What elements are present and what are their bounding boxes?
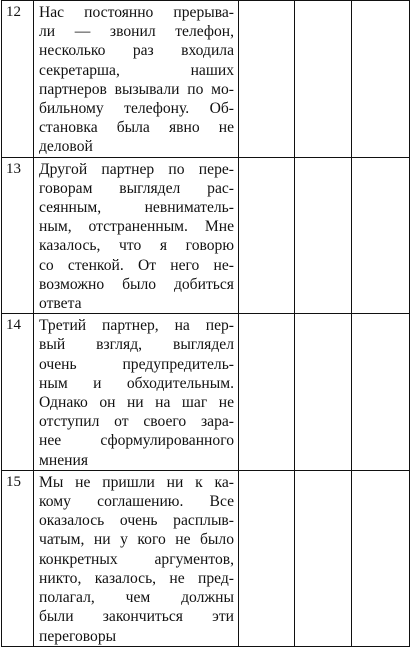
statement-line: переговоры: [39, 627, 117, 645]
statement-line: Другой партнер по пере-: [39, 160, 234, 178]
statement-line: со стенкой. От него не-: [39, 256, 234, 274]
statement-line: были закончиться эти: [39, 608, 234, 626]
row-number: 13: [2, 157, 34, 314]
statement-line: конкретных аргументов,: [39, 550, 234, 568]
statement-line: ным, отстраненным. Мне: [39, 218, 234, 236]
statement-line: Нас постоянно прерыва-: [39, 4, 234, 21]
statement-line: бильному телефону. Об-: [39, 100, 234, 118]
statement-line: партнеров вызывали по мо-: [39, 80, 234, 98]
answer-cell[interactable]: [352, 314, 410, 471]
statement-line: оказалось очень расплыв-: [39, 512, 234, 530]
table-row: [2, 470, 410, 646]
statement-line: деловой: [39, 138, 93, 156]
table-row: [2, 157, 410, 314]
statement-line: ответа: [39, 295, 82, 313]
statement-line: ным и обходительным.: [39, 374, 234, 392]
statement-line: никто, казалось, не пред-: [39, 569, 234, 587]
answer-cell[interactable]: [352, 1, 410, 158]
answer-cell[interactable]: [295, 157, 352, 314]
row-number: 15: [2, 470, 34, 646]
answer-cell[interactable]: [352, 157, 410, 314]
table-row: [2, 314, 410, 471]
answer-cell[interactable]: [295, 1, 352, 158]
statement-line: казалось, что я говорю: [39, 237, 234, 255]
statement-line: кому соглашению. Все: [39, 493, 234, 511]
answer-cell[interactable]: [239, 470, 295, 646]
statement-line: несколько раз входила: [39, 42, 234, 60]
statement-text: [34, 157, 239, 314]
statement-line: мнения: [39, 451, 88, 469]
row-number: 12: [2, 1, 34, 158]
statement-line: очень предупредитель-: [39, 355, 234, 373]
statement-line: секретарша, наших: [39, 61, 234, 79]
statement-line: сеянным, невниматель-: [39, 199, 234, 217]
answer-cell[interactable]: [295, 314, 352, 471]
statement-line: нее сформулированного: [39, 432, 234, 450]
statement-line: чатым, ни у кого не было: [39, 531, 234, 549]
statement-line: ли — звонил телефон,: [39, 23, 234, 41]
statement-line: говорам выглядел рас-: [39, 179, 234, 197]
statement-text: [34, 314, 239, 471]
statement-line: вый взгляд, выглядел: [39, 336, 234, 354]
statement-line: становка была явно не: [39, 119, 234, 137]
answer-cell[interactable]: [239, 157, 295, 314]
statement-text: [34, 1, 239, 158]
statement-line: Мы не пришли ни к ка-: [39, 473, 234, 491]
answer-cell[interactable]: [352, 470, 410, 646]
table-row: [2, 1, 410, 158]
statement-line: Однако он ни на шаг не: [39, 394, 234, 412]
statement-line: полагал, чем должны: [39, 589, 234, 607]
answer-cell[interactable]: [239, 1, 295, 158]
answer-cell[interactable]: [295, 470, 352, 646]
statement-line: Третий партнер, на пер-: [39, 317, 234, 335]
questionnaire-table: [1, 0, 410, 647]
row-number: 14: [2, 314, 34, 471]
answer-cell[interactable]: [239, 314, 295, 471]
statement-line: отступил от своего зара-: [39, 413, 234, 431]
statement-text: [34, 470, 239, 646]
statement-line: возможно было добиться: [39, 275, 234, 293]
